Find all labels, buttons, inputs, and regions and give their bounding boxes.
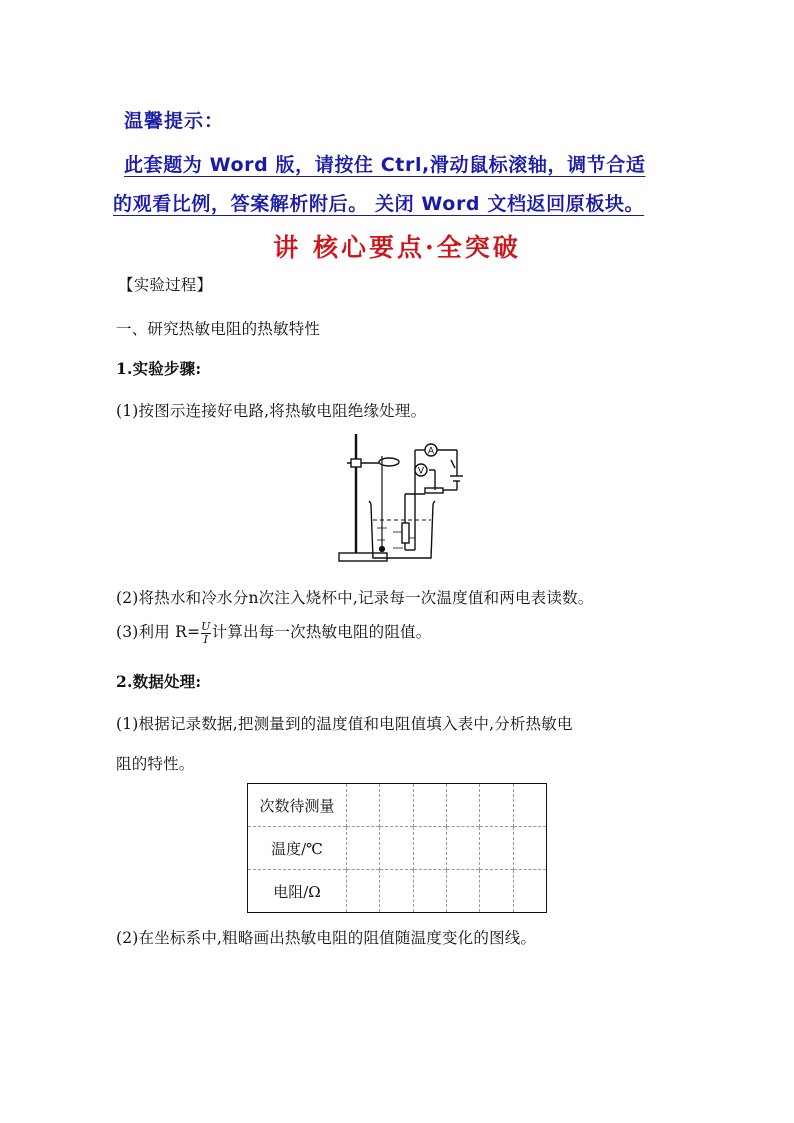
process-label: 【实验过程】 — [118, 276, 213, 294]
step1-title: 1.实验步骤: — [116, 359, 202, 378]
ammeter-label: A — [427, 446, 435, 457]
step1-item3-suffix: 计算出每一次热敏电阻的阻值。 — [211, 623, 432, 641]
table-cell — [347, 870, 380, 913]
fraction-numerator: U — [201, 619, 211, 633]
table-cell — [480, 784, 513, 827]
apparatus-diagram — [335, 428, 470, 566]
tip-line-2: 的观看比例，答案解析附后。 关闭 Word 文档返回原板块。 — [113, 193, 645, 215]
table-cell — [513, 784, 546, 827]
table-row — [248, 827, 547, 870]
table-cell — [413, 827, 446, 870]
step2-item1-line1: (1)根据记录数据,把测量到的温度值和电阻值填入表中,分析热敏电 — [116, 715, 573, 733]
tip-line-1: 此套题为 Word 版，请按住 Ctrl,滑动鼠标滚轴，调节合适 — [124, 154, 646, 176]
table-cell — [446, 784, 479, 827]
step2-item1-line2: 阻的特性。 — [116, 755, 195, 773]
step1-item1: (1)按图示连接好电路,将热敏电阻绝缘处理。 — [116, 402, 427, 420]
table-cell — [380, 870, 413, 913]
row-header-count: 次数待测量 — [259, 796, 335, 815]
table-cell — [347, 784, 380, 827]
step1-item2: (2)将热水和冷水分n次注入烧杯中,记录每一次温度值和两电表读数。 — [116, 589, 594, 607]
table-cell — [347, 827, 380, 870]
table-row — [248, 870, 547, 913]
table-cell — [380, 827, 413, 870]
section1-title: 一、研究热敏电阻的热敏特性 — [116, 320, 321, 338]
table-cell — [513, 870, 546, 913]
table-cell — [380, 784, 413, 827]
fraction-denominator: I — [201, 633, 210, 646]
table-cell — [480, 870, 513, 913]
table-cell — [513, 827, 546, 870]
table-row — [248, 784, 547, 827]
step1-item3 — [116, 620, 431, 646]
tip-title: 温馨提示： — [124, 110, 225, 132]
voltmeter-label: V — [417, 466, 425, 477]
table-cell — [413, 784, 446, 827]
table-cell — [413, 870, 446, 913]
table-cell — [480, 827, 513, 870]
step2-title: 2.数据处理: — [116, 672, 202, 691]
section-heading: 讲 核心要点·全突破 — [273, 233, 521, 262]
row-header-temperature: 温度/℃ — [248, 827, 347, 870]
measurement-table — [247, 783, 547, 913]
step2-item2: (2)在坐标系中,粗略画出热敏电阻的阻值随温度变化的图线。 — [116, 929, 537, 947]
row-header-resistance: 电阻/Ω — [248, 870, 347, 913]
table-cell — [446, 870, 479, 913]
resistance-fraction — [201, 621, 210, 646]
table-cell — [446, 827, 479, 870]
step1-item3-prefix: (3)利用 R= — [116, 623, 201, 641]
